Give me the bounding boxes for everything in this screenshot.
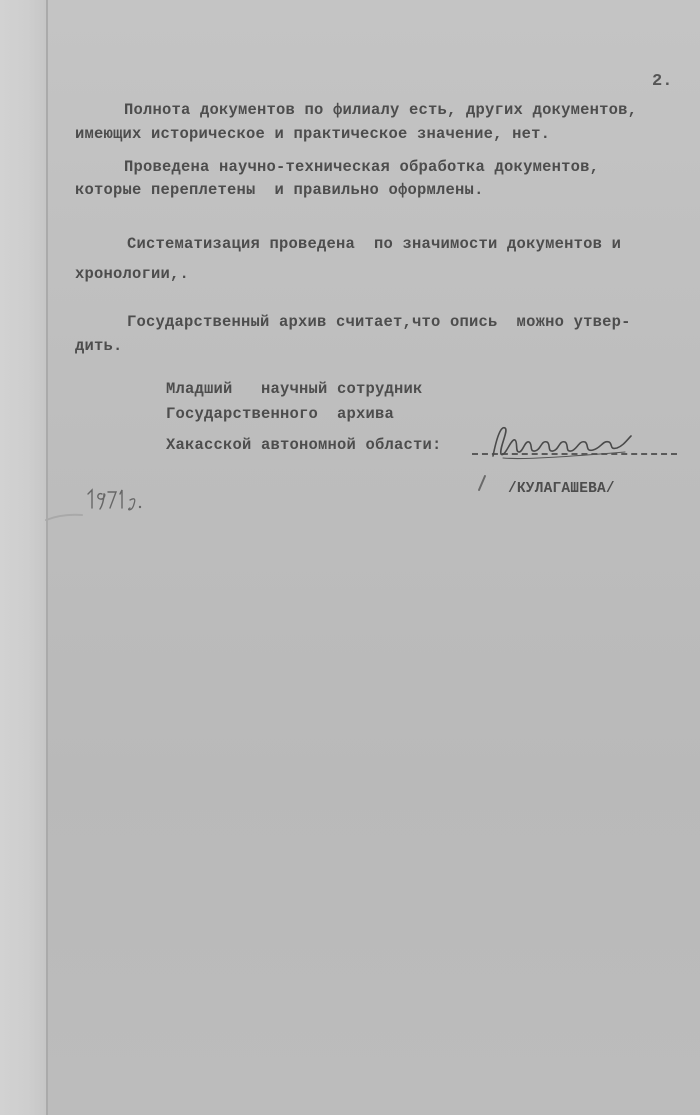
- paragraph-3-line-1: Систематизация проведена по значимости документов и: [127, 235, 622, 253]
- handwritten-date: [82, 486, 152, 514]
- signer-name: /КУЛАГАШЕВА/: [508, 481, 615, 497]
- signature-org-line: Государственного архива: [166, 405, 395, 423]
- binding-strip: [0, 0, 46, 1115]
- signature-region-line: Хакасской автономной области:: [166, 436, 442, 454]
- signature-position-line: Младший научный сотрудник: [166, 380, 423, 398]
- page-number: 2.: [652, 72, 673, 91]
- paragraph-1-line-1: Полнота документов по филиалу есть, других документов,: [124, 101, 638, 119]
- paragraph-2-line-1: Проведена научно-техническая обработка документов,: [124, 158, 600, 176]
- binding-edge: [46, 0, 48, 1115]
- handwritten-signature: [485, 418, 635, 468]
- paragraph-3-line-2: хронологии,.: [75, 265, 190, 283]
- paragraph-1-line-2: имеющих историческое и практическое значение, нет.: [75, 125, 551, 143]
- paragraph-4-line-2: дить.: [75, 337, 123, 355]
- paragraph-2-line-2: которые переплетены и правильно оформлены.: [75, 181, 484, 199]
- pencil-mark: [475, 474, 489, 492]
- paragraph-4-line-1: Государственный архив считает,что опись можно утвер-: [127, 313, 631, 331]
- paper-smudge: [44, 510, 84, 524]
